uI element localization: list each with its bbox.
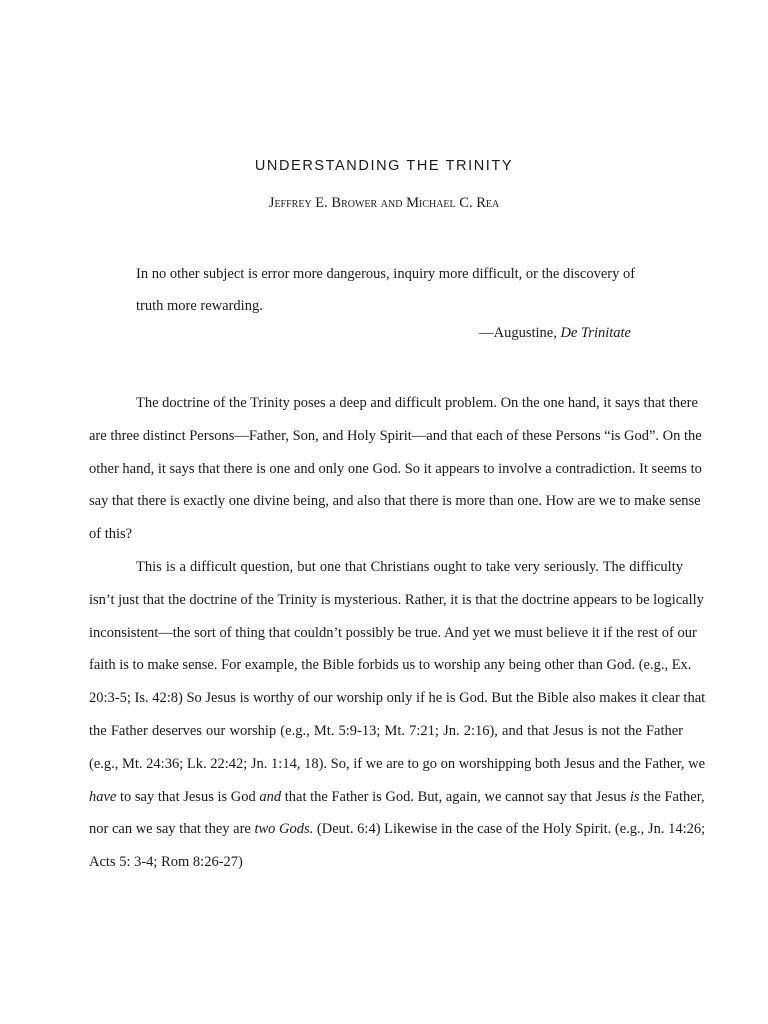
body-text	[89, 387, 706, 879]
paragraph-2-line: This is a difficult question, but one that Christians ought to take very seriously. The difficulty	[136, 558, 683, 575]
paragraph-2-line	[89, 813, 706, 846]
paragraph-2-line: (e.g., Mt. 24:36; Lk. 22:42; Jn. 1:14, 18). So, if we are to go on worshipping both Jesus and the Father, we	[89, 755, 706, 772]
epigraph-line: truth more rewarding.	[136, 298, 263, 314]
epigraph	[136, 258, 656, 322]
paragraph-1-line: of this?	[89, 526, 133, 543]
paragraph-2-line: faith is to make sense. For example, the Bible forbids us to worship any being other than God. (e.g., Ex.	[89, 657, 692, 674]
paragraph-1-line: say that there is exactly one divine being, and also that there is more than one. How are we to make sense	[89, 493, 701, 510]
paragraph-1-line: other hand, it says that there is one and only one God. So it appears to involve a contradiction. It seems to	[89, 460, 702, 477]
text-run: (Deut. 6:4) Likewise in the case of the Holy Spirit. (e.g., Jn. 14:26;	[313, 821, 706, 838]
document-authors: Jeffrey E. Brower and Michael C. Rea	[268, 195, 500, 211]
paragraph-2-line: the Father deserves our worship (e.g., Mt. 5:9-13; Mt. 7:21; Jn. 2:16), and that Jesus is not the Father	[89, 722, 683, 739]
document-title: UNDERSTANDING THE TRINITY	[254, 158, 514, 174]
paragraph-2-line	[89, 781, 705, 814]
epigraph-attribution	[136, 325, 631, 342]
epigraph-line: In no other subject is error more dangerous, inquiry more difficult, or the discovery of	[136, 266, 636, 282]
paragraph-2-line: inconsistent—the sort of thing that couldn’t possibly be true. And yet we must believe it if the rest of our	[89, 624, 697, 641]
paragraph-2-line: 20:3-5; Is. 42:8) So Jesus is worthy of our worship only if he is God. But the Bible also makes it clear that	[89, 690, 706, 707]
emphasis-have: have	[89, 788, 117, 805]
paragraph-2-line: isn’t just that the doctrine of the Trinity is mysterious. Rather, it is that the doctrine appears to be logically	[89, 591, 704, 608]
paragraph-2-line: Acts 5: 3-4; Rom 8:26-27)	[89, 854, 243, 871]
paragraph-1-line: are three distinct Persons—Father, Son, and Holy Spirit—and that each of these Persons “is God”. On the	[89, 427, 702, 444]
emphasis-two-gods: two Gods.	[254, 821, 314, 838]
paragraph-1-line: The doctrine of the Trinity poses a deep and difficult problem. On the one hand, it says that there	[136, 395, 698, 411]
text-run: nor can we say that they are	[89, 821, 255, 838]
emphasis-is: is	[629, 788, 640, 805]
attribution-work: De Trinitate	[560, 325, 631, 341]
attribution-author: —Augustine,	[479, 325, 557, 341]
text-run: the Father,	[639, 788, 705, 805]
text-run: to say that Jesus is God	[116, 788, 260, 805]
emphasis-and: and	[259, 788, 282, 805]
text-run: that the Father is God. But, again, we cannot say that Jesus	[281, 788, 630, 805]
